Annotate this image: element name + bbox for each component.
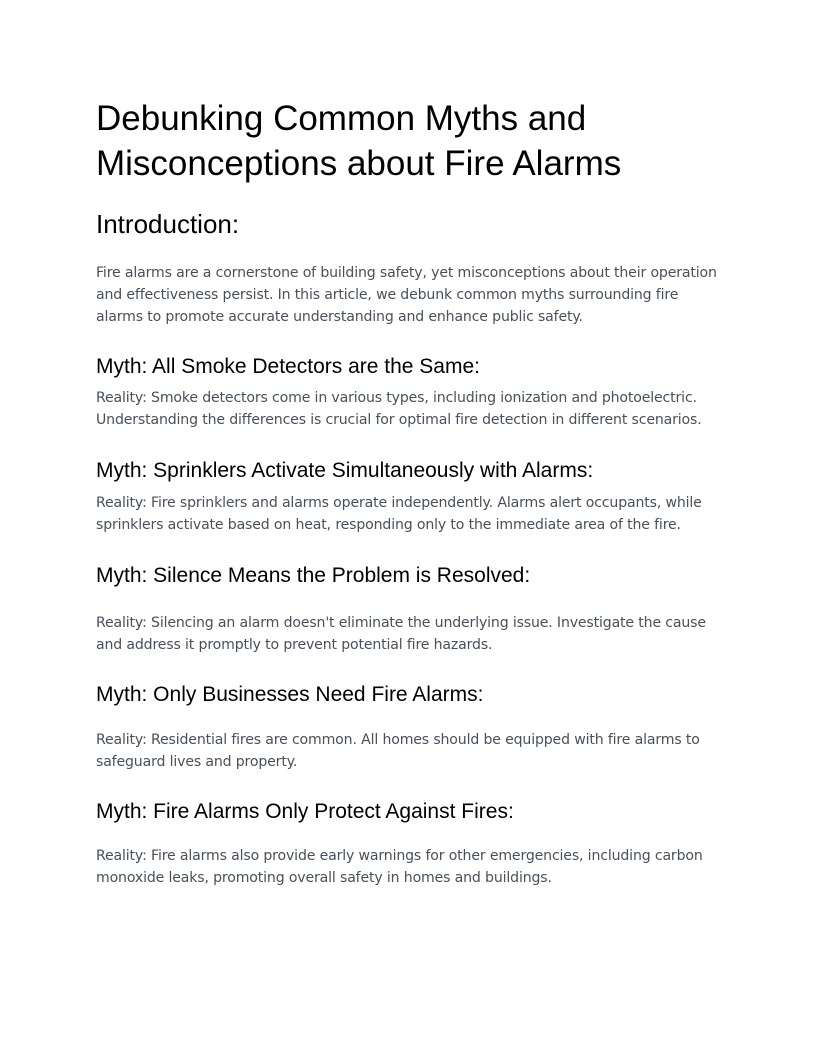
myth-heading: Myth: Silence Means the Problem is Resolved: (96, 564, 531, 587)
reality-paragraph: Reality: Smoke detectors come in various types, including ionization and photoelectric. Understanding the differences is crucial for optimal fire detection in different scenarios. (96, 390, 702, 428)
reality-paragraph: Reality: Fire alarms also provide early warnings for other emergencies, including carbon monoxide leaks, promoting overall safety in homes and buildings. (96, 848, 703, 886)
myth-heading: Myth: Fire Alarms Only Protect Against Fires: (96, 800, 514, 823)
document-title: Debunking Common Myths and Misconceptions about Fire Alarms (96, 99, 622, 183)
reality-paragraph: Reality: Silencing an alarm doesn't eliminate the underlying issue. Investigate the cause and address it promptly to prevent potential fire hazards. (96, 615, 706, 653)
reality-paragraph: Reality: Fire sprinklers and alarms operate independently. Alarms alert occupants, while sprinklers activate based on heat, responding only to the immediate area of the fire. (96, 495, 702, 533)
myth-heading: Myth: Only Businesses Need Fire Alarms: (96, 683, 484, 706)
document-page (96, 96, 720, 886)
intro-paragraph: Fire alarms are a cornerstone of building safety, yet misconceptions about their operation and effectiveness persist. In this article, we debunk common myths surrounding fire alarms to promote accurate understanding and enhance public safety. (96, 265, 717, 325)
reality-paragraph: Reality: Residential fires are common. All homes should be equipped with fire alarms to safeguard lives and property. (96, 732, 700, 770)
myth-heading: Myth: All Smoke Detectors are the Same: (96, 355, 480, 378)
myth-heading: Myth: Sprinklers Activate Simultaneously with Alarms: (96, 459, 594, 482)
intro-heading: Introduction: (96, 209, 240, 239)
